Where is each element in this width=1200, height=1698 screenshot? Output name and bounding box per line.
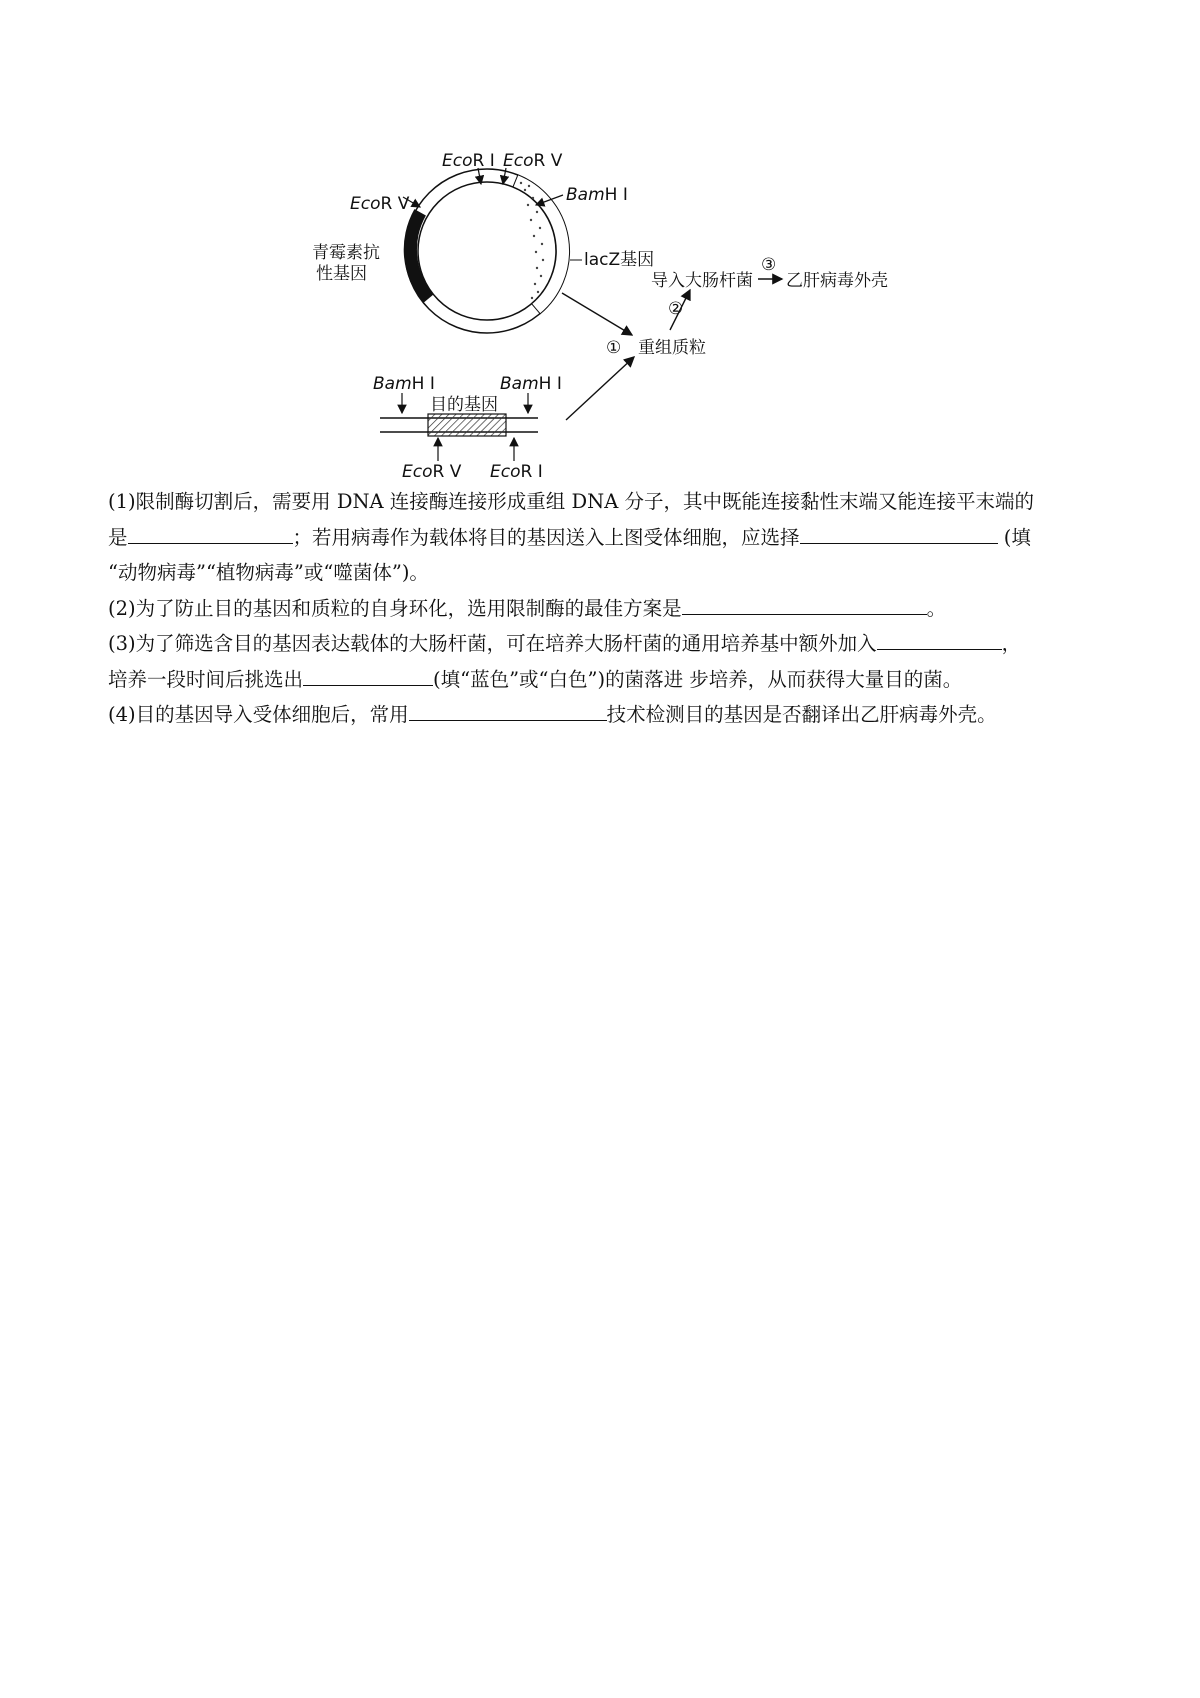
question-4-text-b: 技术检测目的基因是否翻译出乙肝病毒外壳。 (606, 703, 997, 726)
step3-marker: ③ (761, 255, 777, 275)
question-1-line-2 (108, 520, 1108, 556)
question-1-line-1 (108, 484, 1108, 520)
recombinant-plasmid-label: 重组质粒 (638, 338, 706, 358)
site-bamhi-right-label: BamH I (500, 374, 562, 394)
question-block (108, 484, 1108, 733)
question-3-text-d: (填“蓝色”或“白色”)的菌落进 步培养，从而获得大量目的菌。 (433, 667, 963, 691)
site-ecorv-top-label: EcoR V (503, 151, 563, 171)
resistance-gene-label-line1: 青霉素抗 (312, 243, 380, 263)
plasmid-to-recombinant-arrow (562, 293, 632, 335)
import-ecoli-label: 导入大肠杆菌 (651, 271, 753, 291)
answer-blank-4[interactable] (409, 702, 607, 721)
question-2-text-a: (2)为了防止目的基因和质粒的自身环化，选用限制酶的最佳方案是 (108, 596, 682, 620)
question-2-line (108, 591, 1108, 627)
answer-blank-3b[interactable] (303, 667, 433, 686)
plasmid-ring (404, 169, 570, 333)
target-gene-fragment (380, 414, 538, 436)
answer-blank-1b[interactable] (800, 525, 998, 544)
site-bamhi-label: BamH I (566, 185, 628, 205)
question-3-text-b: ， (1001, 632, 1022, 655)
question-3-line-2 (108, 662, 1108, 698)
question-1-text-d: (填 (997, 525, 1031, 549)
plasmid-construction-diagram (0, 0, 1200, 480)
question-1-text-c: ；若用病毒作为载体将目的基因送入上图受体细胞，应选择 (292, 525, 800, 549)
answer-blank-3a[interactable] (877, 631, 1002, 650)
site-ecori-bottom-label: EcoR I (490, 462, 543, 480)
question-1-text-a: (1)限制酶切割后，需要用 DNA 连接酶连接形成重组 DNA 分子，其中既能连接黏性末端又能连接平末端的 (108, 490, 1034, 513)
question-4-line (108, 697, 1108, 733)
question-2-text-b: 。 (926, 596, 947, 620)
site-ecori-top-label: EcoR I (442, 151, 495, 171)
answer-blank-1a[interactable] (128, 525, 293, 544)
question-1-text-e: “动物病毒”“植物病毒”或“噬菌体”)。 (108, 561, 429, 584)
question-1-text-b: 是 (108, 525, 128, 549)
lacz-gene-label: lacZ基因 (584, 250, 655, 270)
question-3-line-1 (108, 626, 1108, 662)
question-1-line-3 (108, 555, 1108, 591)
step2-marker: ② (668, 299, 684, 319)
site-bamhi-left-label: BamH I (373, 374, 435, 394)
answer-blank-2[interactable] (682, 596, 927, 615)
product-label: 乙肝病毒外壳 (786, 271, 888, 291)
site-ecorv-left-label: EcoR V (350, 194, 410, 214)
question-3-text-c: 培养一段时间后挑选出 (108, 667, 304, 691)
site-ecorv-bottom-label: EcoR V (402, 462, 462, 480)
target-gene-hatched-box (428, 414, 506, 436)
step1-marker: ① (606, 338, 622, 358)
question-3-text-a: (3)为了筛选含目的基因表达载体的大肠杆菌，可在培养大肠杆菌的通用培养基中额外加入 (108, 632, 877, 655)
target-gene-label: 目的基因 (430, 395, 498, 415)
gene-to-recombinant-arrow (566, 357, 634, 420)
resistance-gene-label-line2: 性基因 (316, 264, 367, 284)
question-4-text-a: (4)目的基因导入受体细胞后，常用 (108, 703, 409, 726)
